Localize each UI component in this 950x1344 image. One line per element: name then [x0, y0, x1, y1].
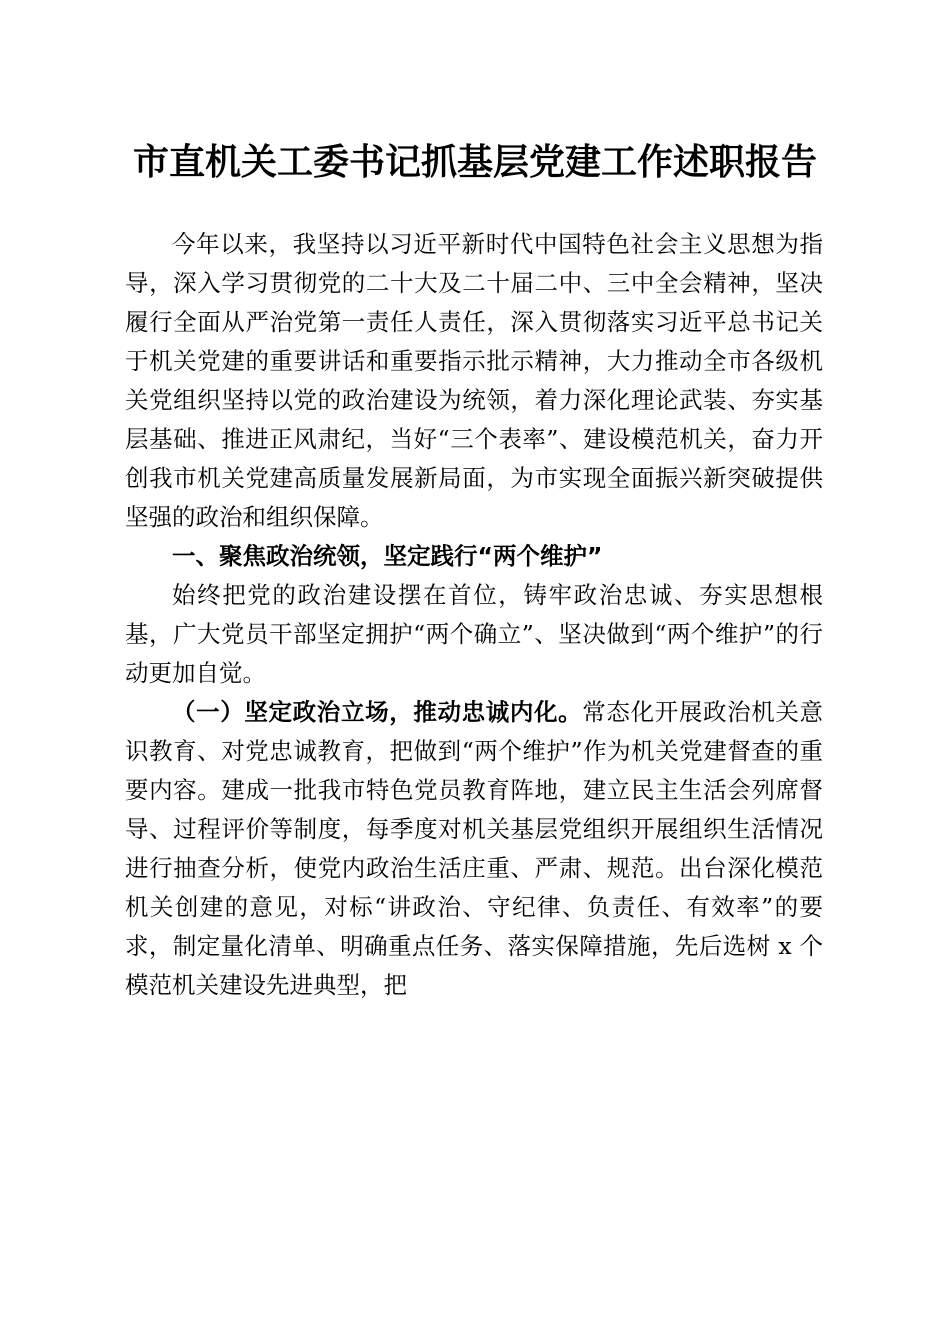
document-body: [125, 225, 823, 1005]
section-1-intro: 始终把党的政治建设摆在首位，铸牢政治忠诚、夯实思想根基，广大党员干部坚定拥护“两个确立”、坚决做到“两个维护”的行动更加自觉。: [125, 581, 823, 687]
intro-paragraph: 今年以来，我坚持以习近平新时代中国特色社会主义思想为指导，深入学习贯彻党的二十大及二十届二中、三中全会精神，坚决履行全面从严治党第一责任人责任，深入贯彻落实习近平总书记关于机关党建的重要讲话和重要指示批示精神，大力推动全市各级机关党组织坚持以党的政治建设为统领，着力深化理论武装、夯实基层基础、推进正风肃纪，当好“三个表率”、建设模范机关，奋力开创我市机关党建高质量发展新局面，为市实现全面振兴新突破提供坚强的政治和组织保障。: [125, 230, 823, 531]
section-1-item-1-text: 常态化开展政治机关意识教育、对党忠诚教育，把做到“两个维护”作为机关党建督查的重要内容。建成一批我市特色党员教育阵地，建立民主生活会列席督导、过程评价等制度，每季度对机关基层党组织开展组织生活情况进行抽查分析，使党内政治生活庄重、严肃、规范。出台深化模范机关创建的意见，对标“讲政治、守纪律、负责任、有效率”的要求，制定量化清单、明确重点任务、落实保障措施，先后选树 x 个模范机关建设先进典型，把: [125, 698, 824, 999]
section-1-item-1-lead: （一）坚定政治立场，推动忠诚内化。: [172, 698, 583, 726]
section-1-item-1: [125, 693, 823, 1005]
section-1-heading: 一、聚焦政治统领，坚定践行“两个维护”: [172, 542, 603, 570]
document-title: 市直机关工委书记抓基层党建工作述职报告: [132, 141, 817, 183]
